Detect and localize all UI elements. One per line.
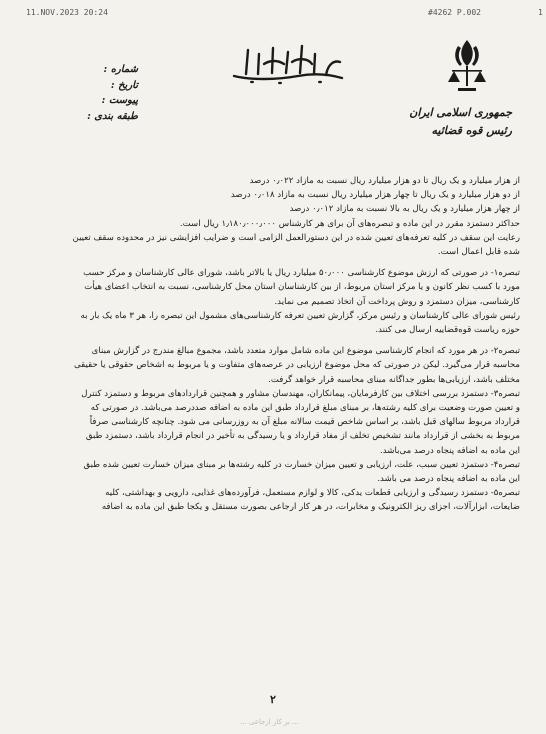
body-line: مربوط به بخشی از قرارداد مانند تشخیص تخلف از مفاد قرارداد و یا رسیدگی به تأخیر در انجام قرارداد باشد، دستمزد طبق: [85, 431, 520, 442]
date-label: تاریخ :: [110, 79, 138, 91]
body-line: رئیس شورای عالی کارشناسان و رئیس مرکز، گزارش تعیین تعرفه کارشناسی‌های مشمول این تبصره را، هر ۳ ماه یک بار به: [80, 310, 520, 321]
body-line: این ماده به اضافه پنجاه درصد می‌باشد.: [380, 445, 520, 456]
body-line: تبصره۲- در هر مورد که انجام کارشناسی موضوع این ماده شامل موارد متعدد باشد، مجموع مبالغ مندرج در گزارش مبنای: [91, 346, 520, 357]
faded-footer-text: ... بر کار ارجاعی ...: [240, 718, 299, 726]
page-number: ۲: [270, 693, 276, 706]
body-line: قرارداد مربوط سالهای قبل باشد، بر اساس شاخص قیمت سالانه مبلغ آن به روزرسانی می شود. چنانچه کارشناسی صرفاً: [89, 417, 520, 428]
country-name: جمهوری اسلامی ایران: [409, 106, 512, 119]
classification-label: طبقه بندی :: [87, 110, 138, 122]
body-line: حداکثر دستمزد مقرر در این ماده و تبصره‌های آن برای هر کارشناس ۱٫۱۸۰٫۰۰۰٫۰۰۰ ریال است.: [179, 218, 520, 229]
document-body: [30, 174, 520, 515]
fax-datetime: 11.NOV.2023 20:24: [26, 8, 108, 17]
body-line: محاسبه قرار می‌گیرد. لیکن در صورتی که محل موضوع ارزیابی در عرصه‌های متفاوت و یا مربوط به اشخاص حقوقی یا حقیقی: [74, 360, 520, 371]
paragraph-gap: [30, 337, 520, 344]
body-line: حوزه ریاست قوه‌قضاییه ارسال می کنند.: [375, 325, 520, 336]
body-line: تبصره۱- در صورتی که ارزش موضوع کارشناسی ۵۰٫۰۰۰ میلیارد ریال یا بالاتر باشد، شورای عالی کارشناسان و مرکز حسب: [83, 268, 520, 279]
fax-mark: 1: [538, 8, 543, 17]
paragraph-gap: [30, 259, 520, 266]
basmala-calligraphy: [228, 42, 348, 86]
body-line: تبصره۵- دستمزد رسیدگی و ارزیابی قطعات یدکی، کالا و لوازم مستعمل، فرآورده‌های غذایی، دارویی و بهداشتی، کلیه: [105, 488, 520, 499]
attachment-label: پیوست :: [101, 95, 138, 106]
body-line: مختلف باشد، ارزیابی‌ها بطور جداگانه مبنای محاسبه قرار خواهد گرفت.: [268, 374, 520, 385]
body-line: تبصره۳- دستمزد بررسی اختلاف بین کارفرمایان، پیمانکاران، مهندسان مشاور و همچنین قراردادهای مربوط و دستمزد کنترل: [81, 388, 520, 399]
body-line: تبصره۴- دستمزد تعیین سبب، علت، ارزیابی و تعیین میزان خسارت در کلیه رشته‌ها بر مبنای میزان خسارت تعیین شده طبق: [83, 459, 520, 470]
body-line: و تعیین صورت وضعیت برای کلیه رشته‌ها، بر مبنای مبلغ قرارداد طبق این ماده به اضافه صددرصد می‌باشد. در صورتی که: [90, 403, 520, 414]
body-line: کارشناسی، میزان دستمزد و روش پرداخت آن اتخاذ تصمیم می نماید.: [274, 296, 520, 307]
body-line: از دو هزار میلیارد و یک ریال تا چهار هزار میلیارد ریال نسبت به مازاد ۰٫۰۱۸ درصد: [230, 190, 520, 201]
judiciary-emblem-icon: [444, 38, 490, 96]
number-label: شماره :: [103, 64, 138, 75]
body-line: از هزار میلیارد و یک ریال تا دو هزار میلیارد ریال نسبت به مازاد ۰٫۰۲۲ درصد: [249, 176, 520, 186]
body-line: شده قابل اعمال است.: [437, 247, 520, 258]
body-line: مورد با کسب نظر کانون و یا مرکز استان مربوط، از بین کارشناسان استان محل کارشناسی، نسبت به انتخاب اعضای هیأت: [84, 282, 520, 293]
fax-page-code: #4262 P.002: [428, 8, 481, 17]
body-line: این ماده به اضافه پنجاه درصد می باشد.: [377, 474, 520, 485]
office-title: رئیس قوه قضائیه: [431, 124, 512, 137]
body-line: ضایعات، ابزارآلات، اجزای ریز الکترونیک و مخابرات، در هر کار ارجاعی بصورت مستقل و یکجا طبق این ماده به اضافه: [101, 502, 520, 513]
body-line: رعایت این سقف در کلیه تعرفه‌های تعیین شده در این دستورالعمل الزامی است و ضرایب افزایشی نیز در محدوده سقف تعیین: [72, 232, 520, 243]
body-line: از چهار هزار میلیارد و یک ریال به بالا نسبت به مازاد ۰٫۰۱۲ درصد: [289, 204, 520, 215]
letter-metadata: [58, 62, 138, 124]
